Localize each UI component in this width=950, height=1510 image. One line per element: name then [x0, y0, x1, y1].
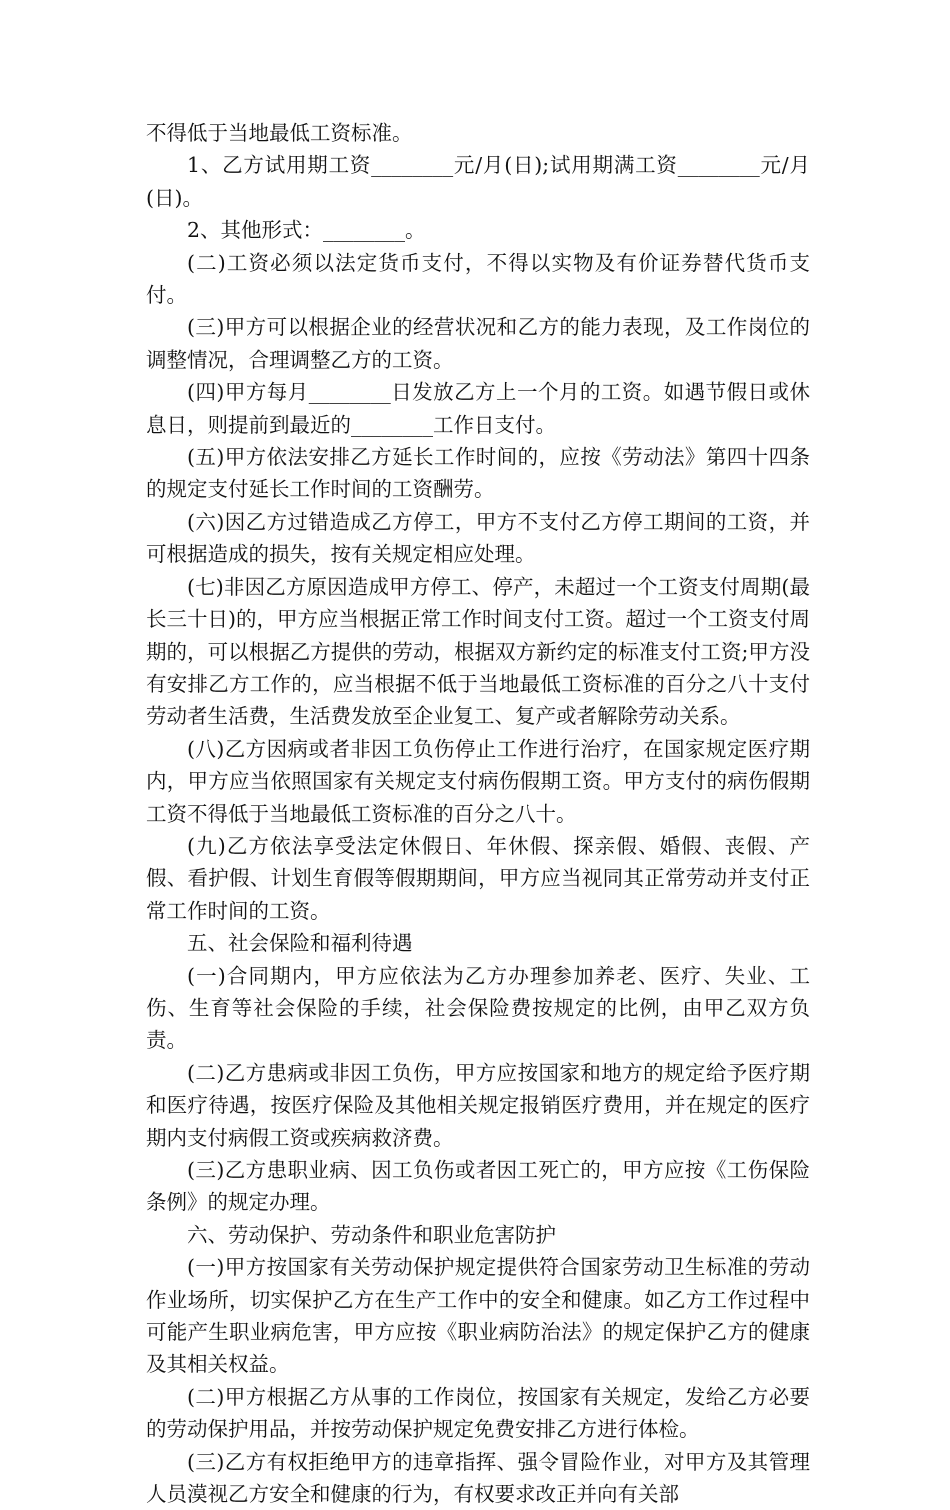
paragraph-probation-wage: 1、乙方试用期工资________元/月(日);试用期满工资________元/月(日)。	[146, 153, 810, 210]
paragraph-wage-minimum: 不得低于当地最低工资标准。	[146, 121, 413, 145]
paragraph-overtime-pay: (五)甲方依法安排乙方延长工作时间的，应按《劳动法》第四十四条的规定支付延长工作时间的工资酬劳。	[146, 445, 810, 502]
section-heading-social-insurance: 五、社会保险和福利待遇	[187, 931, 413, 956]
paragraph-statutory-leave: (九)乙方依法享受法定休假日、年休假、探亲假、婚假、丧假、产假、看护假、计划生育假等假期期间，甲方应当视同其正常劳动并支付正常工作时间的工资。	[146, 833, 810, 923]
paragraph-other-forms: 2、其他形式：________。	[187, 218, 426, 243]
paragraph-social-insurance: (一)合同期内，甲方应依法为乙方办理参加养老、医疗、失业、工伤、生育等社会保险的手续，社会保险费按规定的比例，由甲乙双方负责。	[146, 963, 810, 1053]
paragraph-legal-currency: (二)工资必须以法定货币支付，不得以实物及有价证券替代货币支付。	[146, 250, 810, 308]
paragraph-refuse-unsafe-orders: (三)乙方有权拒绝甲方的违章指挥、强令冒险作业，对甲方及其管理人员漠视乙方安全和健康的行为，有权要求改正并向有关部	[146, 1449, 810, 1507]
paragraph-payday: (四)甲方每月________日发放乙方上一个月的工资。如遇节假日或休息日，则提前到最近的________工作日支付。	[146, 380, 810, 437]
paragraph-fault-stoppage: (六)因乙方过错造成乙方停工，甲方不支付乙方停工期间的工资，并可根据造成的损失，按有关规定相应处理。	[146, 509, 810, 567]
section-heading-labor-protection: 六、劳动保护、劳动条件和职业危害防护	[187, 1222, 556, 1247]
paragraph-medical-treatment: (二)乙方患病或非因工负伤，甲方应按国家和地方的规定给予医疗期和医疗待遇，按医疗保险及其他相关规定报销医疗费用，并在规定的医疗期内支付病假工资或疾病救济费。	[146, 1060, 810, 1150]
document-page	[146, 117, 810, 1510]
paragraph-work-injury: (三)乙方患职业病、因工负伤或者因工死亡的，甲方应按《工伤保险条例》的规定办理。	[146, 1158, 810, 1215]
paragraph-nonfault-stoppage: (七)非因乙方原因造成甲方停工、停产，未超过一个工资支付周期(最长三十日)的，甲方应当根据正常工作时间支付工资。超过一个工资支付周期的，可以根据乙方提供的劳动，根据双方新约定的标准支付工资;甲方没有安排乙方工作的，应当根据不低于当地最低工资标准的百分之八十支付劳动者生活费，生活费发放至企业复工、复产或者解除劳动关系。	[146, 574, 810, 729]
paragraph-protective-equipment: (二)甲方根据乙方从事的工作岗位，按国家有关规定，发给乙方必要的劳动保护用品，并按劳动保护规定免费安排乙方进行体检。	[146, 1384, 810, 1442]
paragraph-workplace-safety: (一)甲方按国家有关劳动保护规定提供符合国家劳动卫生标准的劳动作业场所，切实保护乙方在生产工作中的安全和健康。如乙方工作过程中可能产生职业病危害，甲方应按《职业病防治法》的规定保护乙方的健康及其相关权益。	[146, 1255, 810, 1377]
paragraph-sick-leave-pay: (八)乙方因病或者非因工负伤停止工作进行治疗，在国家规定医疗期内，甲方应当依照国家有关规定支付病伤假期工资。甲方支付的病伤假期工资不得低于当地最低工资标准的百分之八十。	[146, 736, 810, 826]
paragraph-wage-adjustment: (三)甲方可以根据企业的经营状况和乙方的能力表现，及工作岗位的调整情况，合理调整乙方的工资。	[146, 315, 810, 372]
